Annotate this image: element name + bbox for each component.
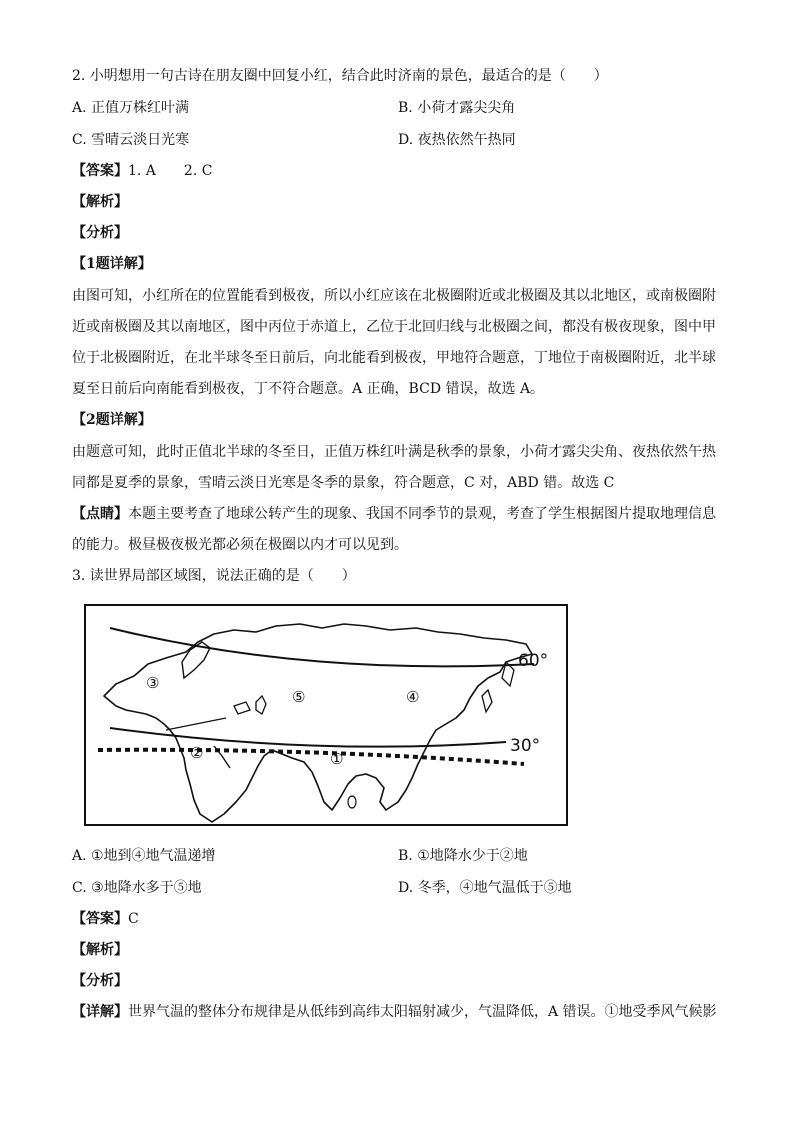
analysis-label-1: 【解析】 (72, 194, 128, 210)
sri-lanka (348, 796, 356, 808)
q3-stem: 3. 读世界局部区域图，说法正确的是（ ） (72, 568, 356, 584)
mediterranean-line (166, 718, 226, 730)
latitude-30-line (110, 728, 506, 747)
detail3-line (72, 1002, 717, 1022)
answer-text: C (128, 911, 139, 927)
dianjing-text: 本题主要考查了地球公转产生的现象、我国不同季节的景观，考查了学生根据图片提取地理信息 (128, 506, 716, 522)
q3-option-c: C. ③地降水多于⑤地 (72, 880, 202, 896)
detail1-line: 位于北极圈附近，在北半球冬至日前后，向北能看到极夜，甲地符合题意，丁地位于南极圈附近，北半球 (72, 350, 716, 366)
eurasia-outline (104, 624, 532, 822)
detail3-text: 世界气温的整体分布规律是从低纬到高纬太阳辐射减少，气温降低，A 错误。①地受季风气候影 (128, 1004, 717, 1020)
map-svg (86, 606, 566, 824)
analysis-label-2: 【解析】 (72, 942, 128, 958)
detail1-line: 近或南极圈及其以南地区，图中丙位于赤道上，乙位于北回归线与北极圈之间，都没有极夜现象，图中甲 (72, 319, 716, 335)
dianjing-line-1 (72, 504, 716, 524)
lat-label-60: 60° (518, 651, 549, 671)
q3-option-a: A. ①地到④地气温递增 (72, 848, 216, 864)
detail2-line: 同都是夏季的景象，雪晴云淡日光寒是冬季的景象，符合题意，C 对，ABD 错。故选 C (72, 475, 615, 491)
q2-option-b: B. 小荷才露尖尖角 (398, 100, 516, 116)
q2-option-c: C. 雪晴云淡日光寒 (72, 132, 190, 148)
answer-label: 【答案】 (72, 911, 128, 927)
dianjing-label: 【点睛】 (72, 506, 128, 522)
detail2-title: 【2题详解】 (72, 412, 152, 428)
answer-line-2 (72, 909, 139, 929)
q2-option-a: A. 正值万株红叶满 (72, 100, 190, 116)
detail1-title: 【1题详解】 (72, 256, 152, 272)
marker-1: ① (330, 750, 344, 768)
marker-3: ③ (146, 674, 160, 692)
dianjing-line-2: 的能力。极昼极夜极光都必须在极圈以内才可以见到。 (72, 537, 408, 553)
answer-text: 1. A 2. C (128, 163, 213, 179)
latitude-60-line (110, 628, 534, 666)
answer-label: 【答案】 (72, 163, 128, 179)
q2-stem: 2. 小明想用一句古诗在朋友圈中回复小红，结合此时济南的景色，最适合的是（ ） (72, 68, 608, 84)
marker-2: ② (190, 744, 204, 762)
marker-4: ④ (406, 688, 420, 706)
answer-line-1 (72, 161, 212, 181)
black-sea (234, 702, 250, 714)
q2-option-d: D. 夜热依然午热同 (398, 132, 516, 148)
detail3-label: 【详解】 (72, 1004, 128, 1020)
lat-label-30: 30° (510, 736, 541, 756)
fenxi-label-2: 【分析】 (72, 973, 128, 989)
detail1-line: 由图可知，小红所在的位置能看到极夜，所以小红应该在北极圈附近或北极圈及其以北地区，或南极圈附 (72, 288, 716, 304)
world-region-map (84, 604, 568, 826)
fenxi-label-1: 【分析】 (72, 225, 128, 241)
dotted-line (98, 750, 524, 764)
detail1-line: 夏至日前后向南能看到极夜，丁不符合题意。A 正确，BCD 错误，故选 A。 (72, 381, 545, 397)
japan-outline (482, 690, 492, 712)
detail2-line: 由题意可知，此时正值北半球的冬至日，正值万株红叶满是秋季的景象，小荷才露尖尖角、夜热依然午热 (72, 444, 716, 460)
marker-5: ⑤ (292, 688, 306, 706)
q3-option-d: D. 冬季，④地气温低于⑤地 (398, 880, 572, 896)
caspian-sea (256, 696, 266, 714)
q3-option-b: B. ①地降水少于②地 (398, 848, 528, 864)
